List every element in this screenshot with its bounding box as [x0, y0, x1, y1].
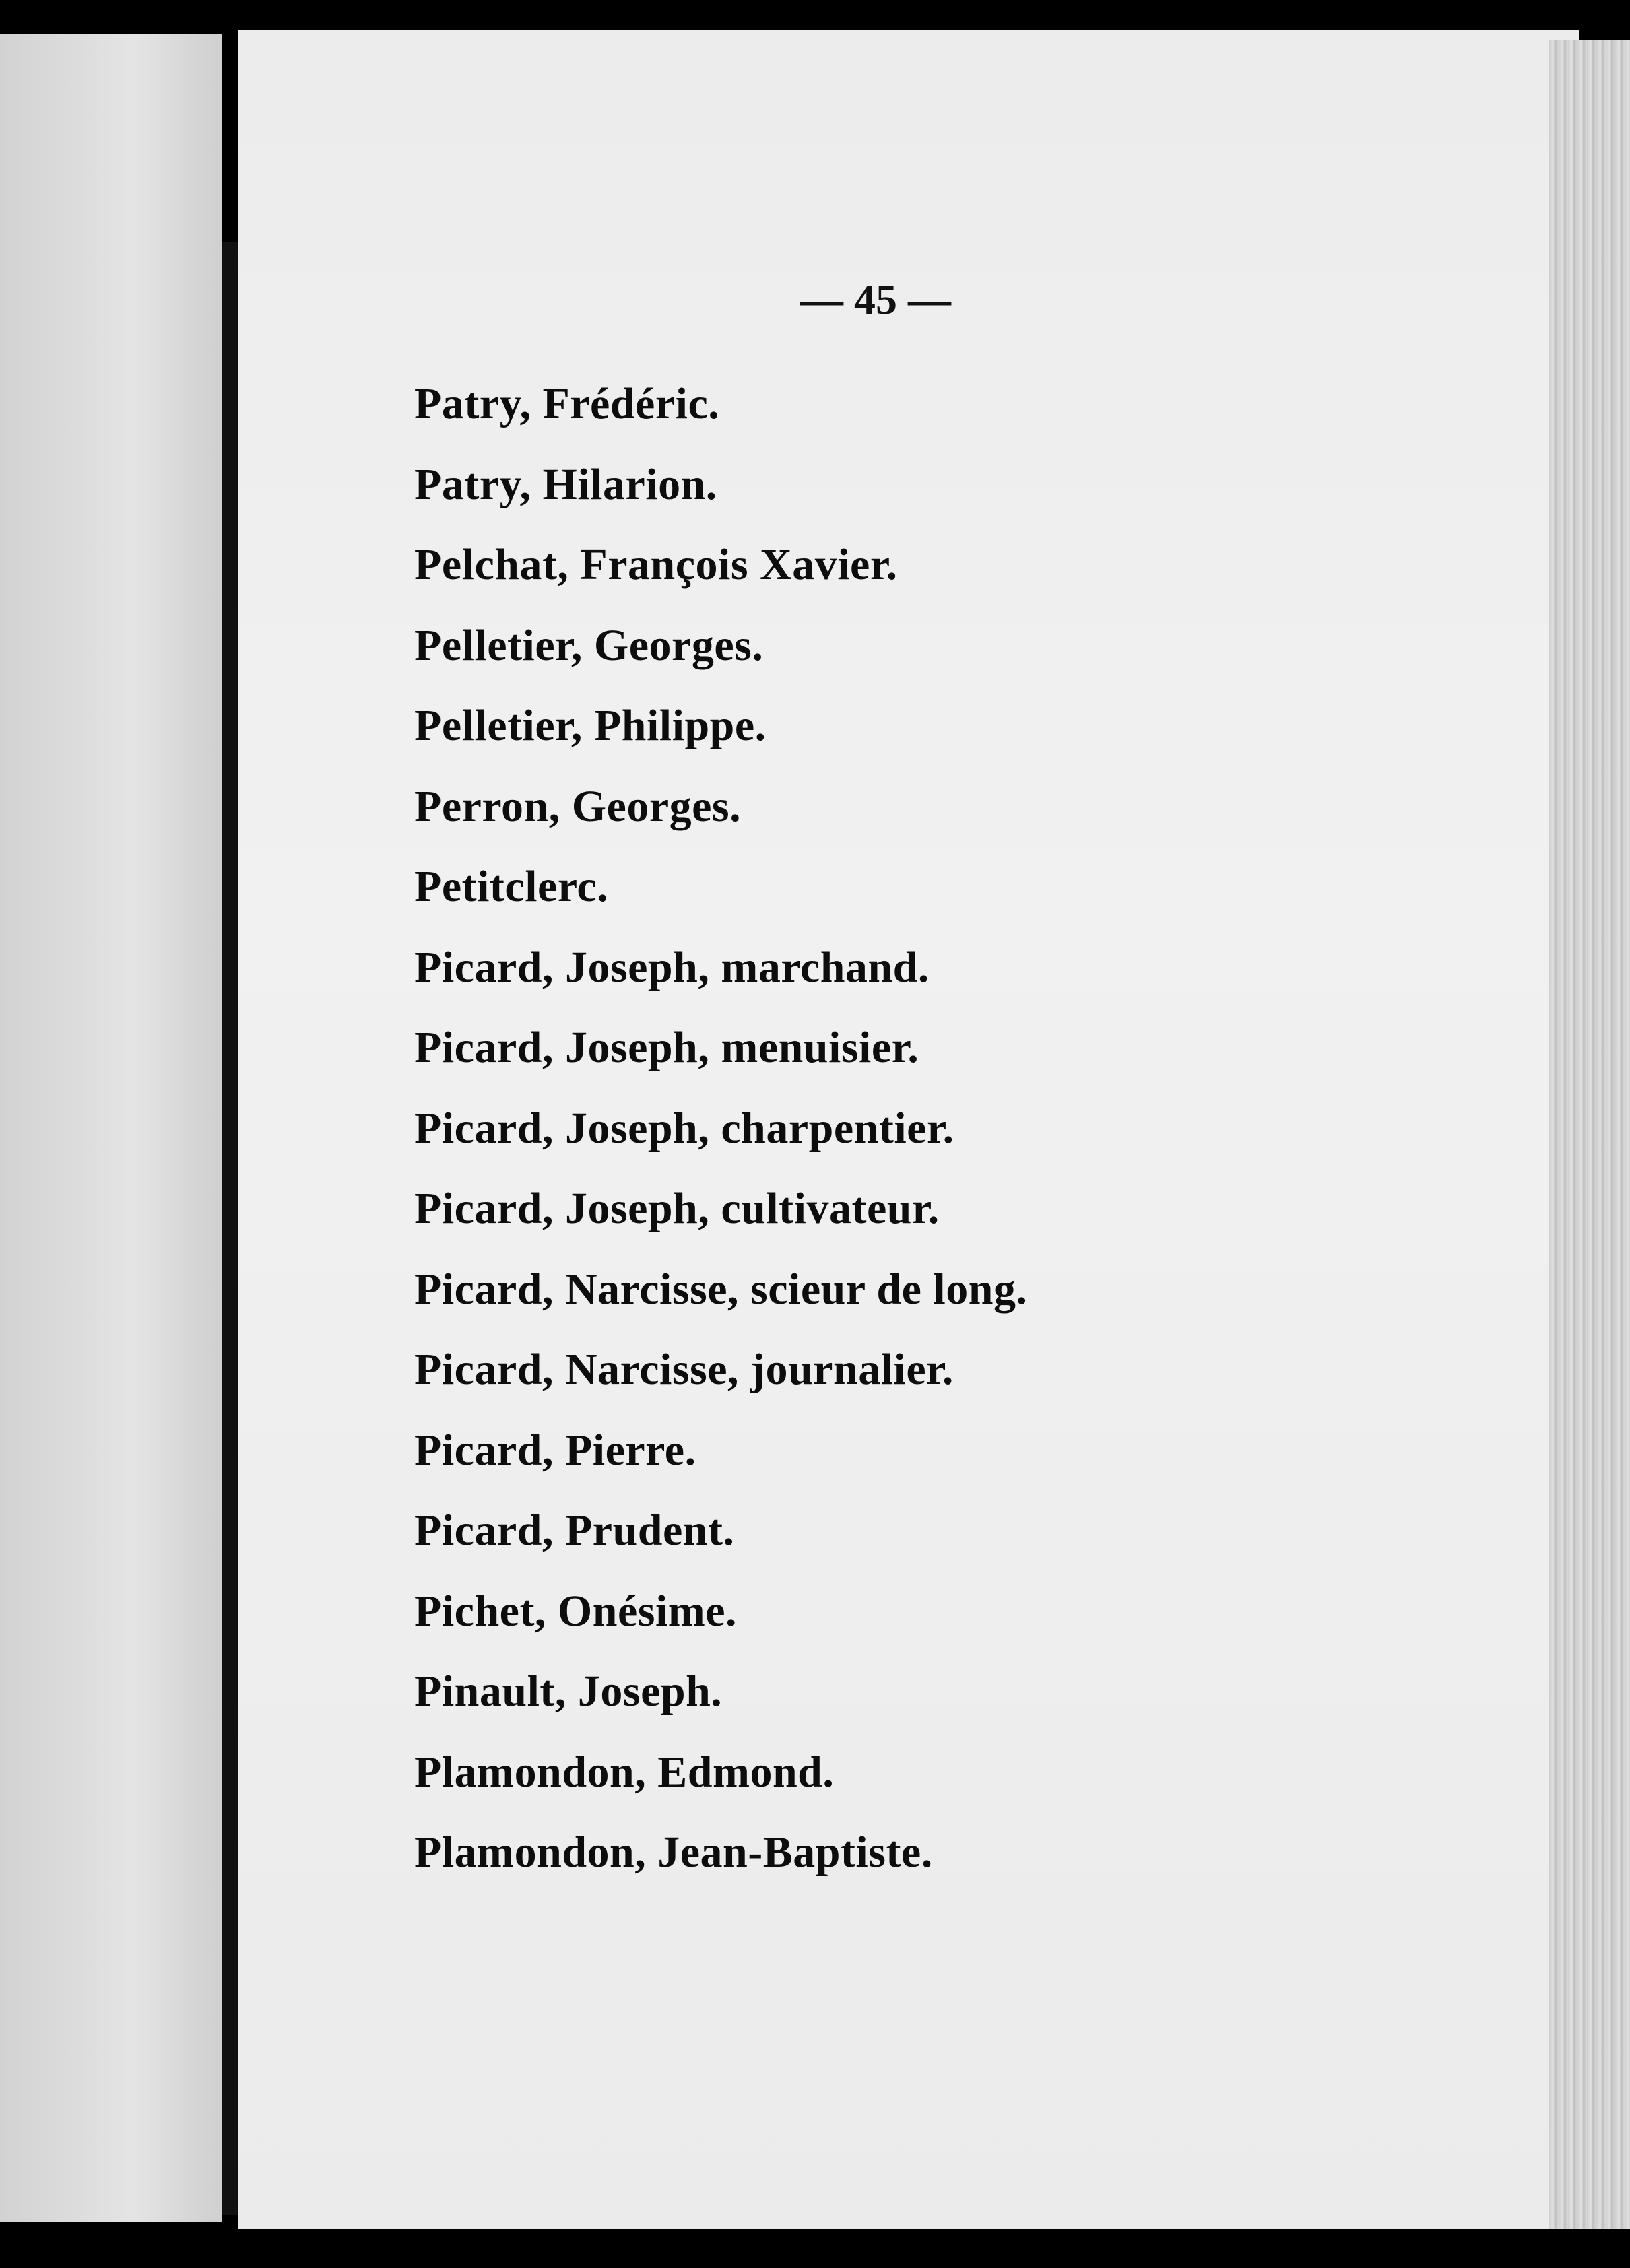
page-stack-edge [1549, 40, 1630, 2229]
list-item: Picard, Prudent. [414, 1506, 735, 1555]
list-item: Picard, Pierre. [414, 1425, 696, 1475]
list-item: Plamondon, Jean-Baptiste. [414, 1828, 933, 1877]
list-item: Perron, Georges. [414, 781, 742, 831]
list-item: Picard, Joseph, menuisier. [414, 1023, 919, 1072]
list-item: Picard, Joseph, charpentier. [414, 1103, 954, 1153]
list-item: Pinault, Joseph. [414, 1667, 723, 1716]
list-item: Picard, Joseph, marchand. [414, 942, 930, 992]
left-page [0, 34, 222, 2222]
list-item: Patry, Hilarion. [414, 459, 717, 509]
list-item: Pichet, Onésime. [414, 1586, 738, 1636]
list-item: Patry, Frédéric. [414, 379, 720, 428]
list-item: Petitclerc. [414, 862, 609, 911]
list-item: Pelchat, François Xavier. [414, 540, 898, 589]
book-gutter [222, 242, 238, 2215]
page-number: — 45 — [800, 275, 951, 323]
list-item: Picard, Narcisse, scieur de long. [414, 1264, 1028, 1314]
list-item: Picard, Joseph, cultivateur. [414, 1184, 940, 1233]
list-item: Pelletier, Georges. [414, 620, 764, 670]
name-list [414, 364, 1425, 1893]
list-item: Plamondon, Edmond. [414, 1747, 835, 1797]
list-item: Picard, Narcisse, journalier. [414, 1345, 954, 1394]
list-item: Pelletier, Philippe. [414, 701, 767, 750]
